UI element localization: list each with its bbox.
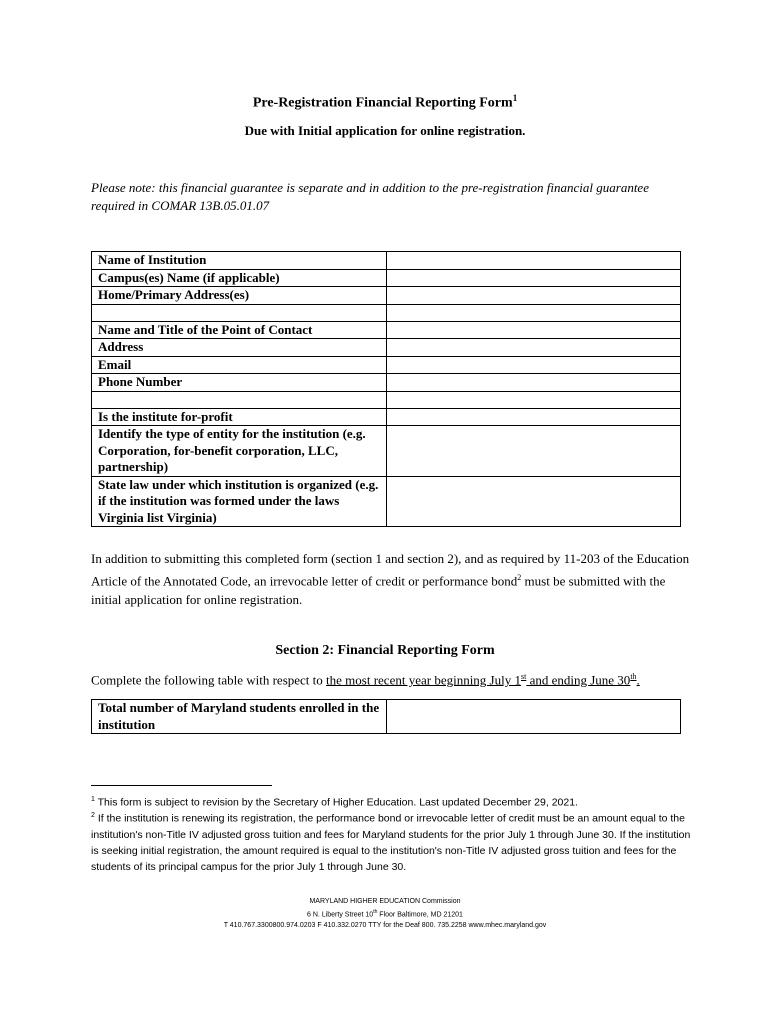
requirement-paragraph	[91, 549, 691, 609]
footer-address	[0, 907, 770, 920]
footer-address-text: 6 N. Liberty Street 10	[307, 911, 374, 919]
input-cell-contact-name[interactable]	[386, 321, 680, 339]
section2-heading: Section 2: Financial Reporting Form	[275, 643, 495, 658]
page-footer	[0, 896, 770, 931]
instruction-sup-th: th	[630, 672, 637, 681]
footnote-mark-2: 2	[517, 573, 522, 582]
footnote-2-text: If the institution is renewing its registration, the performance bond or irrevocable letter of credit must be an amount equal to the institution's non-Title IV adjusted gross tuition and fees for Maryland students for the prior July 1 through June 30. If the institution is seeking initial registration, the amount required is equal to the institution's non-Title IV adjusted gross tuition and fees for the students of its principal campus for the prior July 1 through June 30.	[91, 812, 691, 873]
row-label	[92, 391, 387, 408]
input-cell-students-enrolled[interactable]	[386, 700, 680, 734]
instruction-prefix: Complete the following table with respect to	[91, 672, 327, 688]
input-cell-home-address[interactable]	[386, 287, 680, 305]
table-row	[92, 476, 681, 527]
form-title	[0, 93, 770, 112]
row-label: Address	[92, 339, 387, 357]
table-row	[92, 304, 681, 321]
input-cell-contact-address[interactable]	[386, 339, 680, 357]
footer-address-text-end: Floor Baltimore, MD 21201	[377, 911, 463, 919]
input-cell-entity-type[interactable]	[386, 426, 680, 477]
guarantee-note: Please note: this financial guarantee is separate and in addition to the pre-registration financial guarantee required in COMAR 13B.05.01.07	[91, 180, 649, 213]
row-label: Total number of Maryland students enrolled in the institution	[92, 700, 387, 734]
row-label: Is the institute for-profit	[92, 408, 387, 426]
table-row	[92, 269, 681, 287]
instruction-period-end: and ending June 30	[526, 672, 631, 688]
row-label: Name of Institution	[92, 252, 387, 270]
row-label: Campus(es) Name (if applicable)	[92, 269, 387, 287]
form-subtitle: Due with Initial application for online registration.	[244, 123, 526, 138]
footnote-1-text: This form is subject to revision by the Secretary of Higher Education. Last updated December 29, 2021.	[97, 796, 578, 809]
footer-address-sup: th	[373, 909, 378, 915]
input-cell-for-profit[interactable]	[386, 408, 680, 426]
section2-table	[91, 699, 681, 734]
instruction-period-start: the most recent year beginning July 1	[326, 672, 521, 688]
section2-instruction	[91, 672, 731, 688]
input-cell-institution-name[interactable]	[386, 252, 680, 270]
table-row	[92, 700, 681, 734]
table-row	[92, 287, 681, 305]
input-cell-blank[interactable]	[386, 391, 680, 408]
footnote-1-mark: 1	[91, 796, 95, 803]
table-row	[92, 408, 681, 426]
input-cell-phone[interactable]	[386, 374, 680, 392]
row-label: Email	[92, 356, 387, 374]
table-row	[92, 356, 681, 374]
paragraph-text: In addition to submitting this completed form (section 1 and section 2), and as required by 11-203 of the Education Article of the Annotated Code, an irrevocable letter of credit or performance bond	[91, 551, 690, 589]
footer-contact: T 410.767.3300800.974.0203 F 410.332.0270 TTY for the Deaf 800. 735.2258 www.mhec.maryland.gov	[223, 922, 547, 930]
footnote-2-mark: 2	[91, 812, 95, 819]
input-cell-email[interactable]	[386, 356, 680, 374]
paragraph-text-end: must be submitted with the initial application for online registration.	[91, 573, 666, 608]
input-cell-state-law[interactable]	[386, 476, 680, 527]
row-label: State law under which institution is organized (e.g. if the institution was formed under the laws Virginia list Virginia)	[92, 476, 387, 527]
instruction-end: .	[636, 672, 640, 688]
table-row	[92, 321, 681, 339]
table-row	[92, 252, 681, 270]
table-row	[92, 426, 681, 477]
footnote-separator	[91, 785, 272, 786]
table-row	[92, 339, 681, 357]
row-label: Phone Number	[92, 374, 387, 392]
table-row	[92, 374, 681, 392]
form-title-text: Pre-Registration Financial Reporting Form	[252, 95, 513, 111]
row-label: Name and Title of the Point of Contact	[92, 321, 387, 339]
footnote-2	[91, 808, 691, 875]
row-label: Home/Primary Address(es)	[92, 287, 387, 305]
row-label: Identify the type of entity for the institution (e.g. Corporation, for-benefit corporation, LLC, partnership)	[92, 426, 387, 477]
footer-org: MARYLAND HIGHER EDUCATION Commission	[309, 898, 461, 905]
row-label	[92, 304, 387, 321]
input-cell-campus-name[interactable]	[386, 269, 680, 287]
section1-table	[91, 251, 681, 527]
table-row	[92, 391, 681, 408]
title-footnote-mark: 1	[512, 93, 518, 103]
instruction-sup-st: st	[520, 672, 527, 681]
input-cell-blank[interactable]	[386, 304, 680, 321]
